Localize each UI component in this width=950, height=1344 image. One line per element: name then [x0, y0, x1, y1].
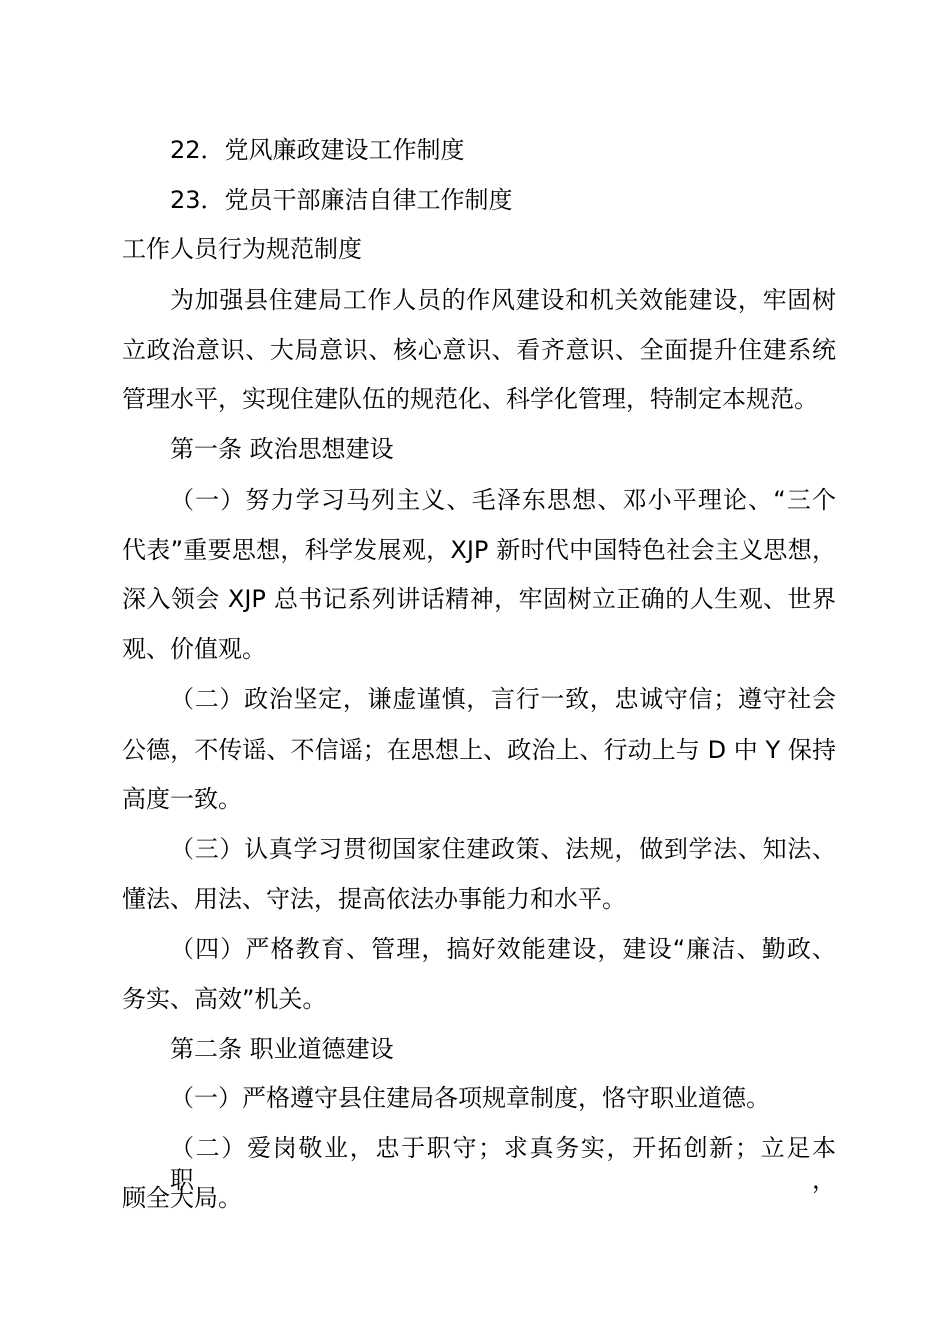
paragraph-line: 高度一致。	[122, 785, 242, 813]
paragraph-line: 懂法、用法、守法，提高依法办事能力和水平。	[122, 885, 626, 913]
paragraph-line: （二）政治坚定，谦虚谨慎，言行一致，忠诚守信；遵守社会	[170, 685, 836, 713]
paragraph-line: （四）严格教育、管理，搞好效能建设，建设“廉洁、勤政、	[170, 935, 836, 963]
paragraph-line: 顾全大局。	[122, 1184, 242, 1212]
article-heading: 第一条 政治思想建设	[170, 435, 394, 463]
list-item-23: 23．党员干部廉洁自律工作制度	[170, 186, 513, 214]
paragraph-line: （三）认真学习贯彻国家住建政策、法规，做到学法、知法、	[170, 835, 836, 863]
paragraph-line: 为加强县住建局工作人员的作风建设和机关效能建设，牢固树	[170, 286, 836, 314]
paragraph-line: （一）严格遵守县住建局各项规章制度，恪守职业道德。	[170, 1084, 770, 1112]
paragraph-line: 立政治意识、大局意识、核心意识、看齐意识、全面提升住建系统	[122, 336, 836, 364]
paragraph-line: 管理水平，实现住建队伍的规范化、科学化管理，特制定本规范。	[122, 385, 818, 413]
paragraph-line: （二）爱岗敬业，忠于职守；求真务实，开拓创新；立足本职，	[170, 1134, 836, 1194]
article-heading: 第二条 职业道德建设	[170, 1035, 394, 1063]
paragraph-line: 观、价值观。	[122, 635, 266, 663]
paragraph-line: （一）努力学习马列主义、毛泽东思想、邓小平理论、“三个	[170, 486, 836, 514]
section-heading: 工作人员行为规范制度	[122, 235, 362, 263]
paragraph-line: 深入领会 XJP 总书记系列讲话精神，牢固树立正确的人生观、世界	[122, 585, 836, 613]
list-item-22: 22．党风廉政建设工作制度	[170, 136, 465, 164]
paragraph-line: 代表”重要思想，科学发展观，XJP 新时代中国特色社会主义思想，	[122, 536, 836, 564]
paragraph-line: 公德，不传谣、不信谣；在思想上、政治上、行动上与 D 中 Y 保持	[122, 736, 836, 764]
paragraph-line: 务实、高效”机关。	[122, 985, 327, 1013]
